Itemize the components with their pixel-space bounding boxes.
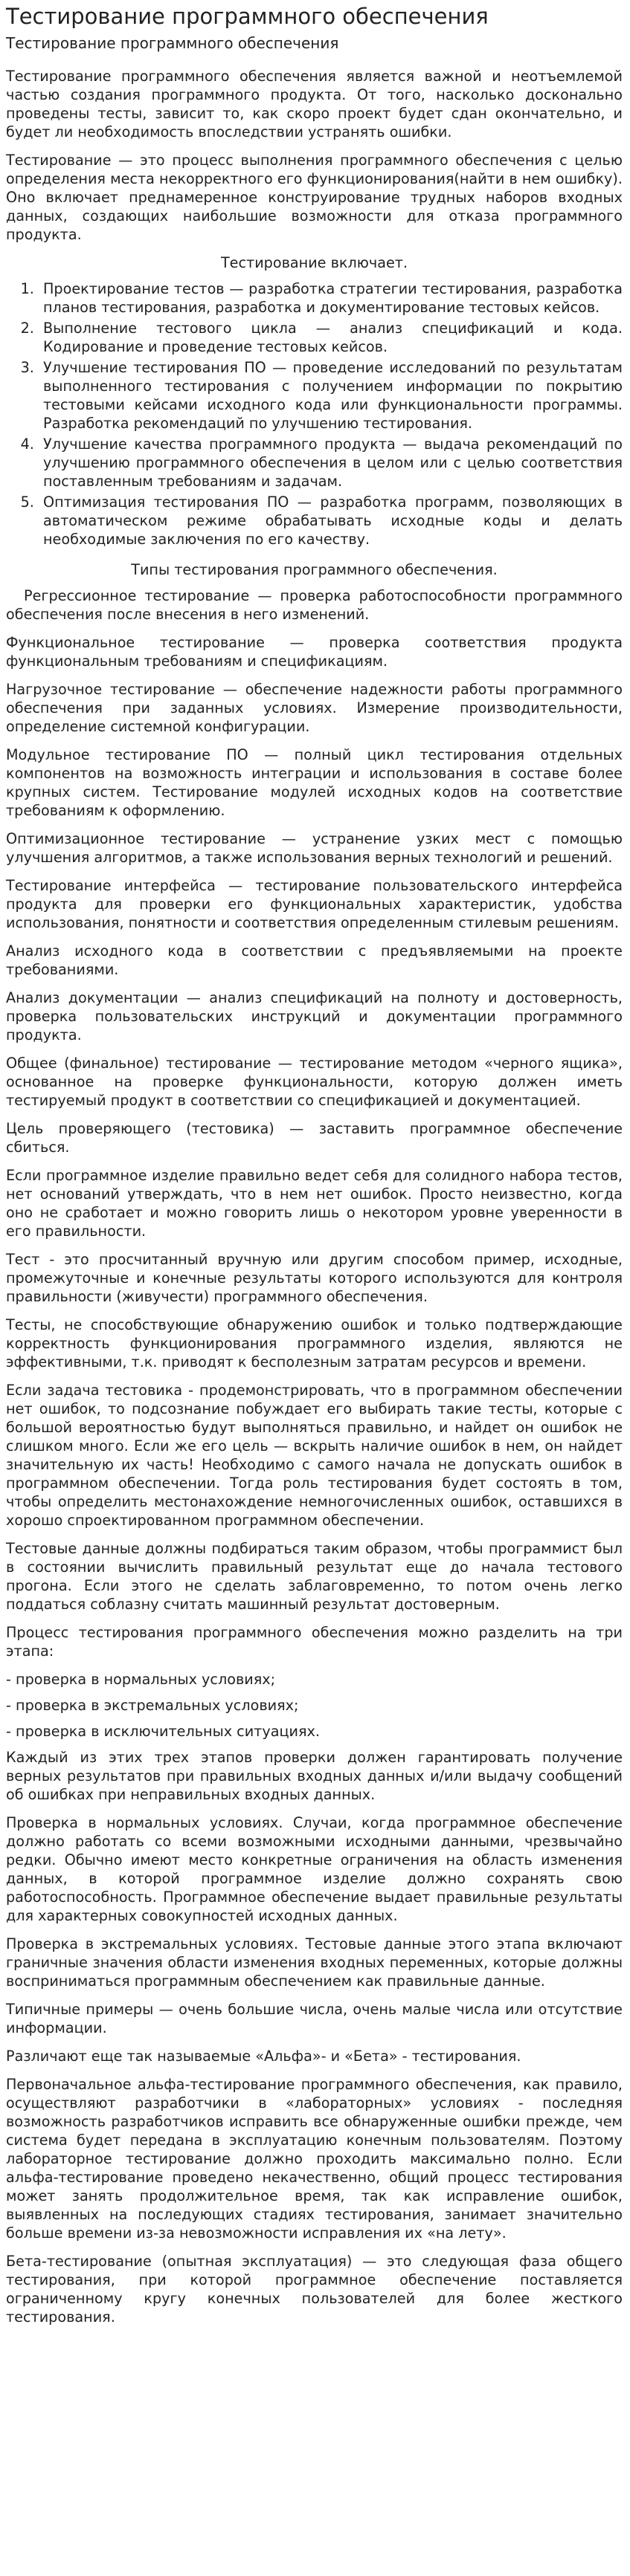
body-paragraph: Тестовые данные должны подбираться таким образом, чтобы программист был в состоянии вычислить правильный результат еще до начала тестового прогона. Если этого не сделать заблаговременно, то потом очень легко поддаться соблазну считать машинный результат достоверным.	[6, 1540, 623, 1613]
body-paragraph: Если программное изделие правильно ведет себя для солидного набора тестов, нет оснований утверждать, что в нем нет ошибок. Просто неизвестно, когда оно не сработает и можно говорить лишь о некотором уровне уверенности в его правильности.	[6, 1167, 623, 1240]
body-paragraph: Каждый из этих трех этапов проверки должен гарантировать получение верных результатов при правильных входных данных и/или выдачу сообщений об ошибках при неправильных входных данных.	[6, 1749, 623, 1803]
list-item: 1. Проектирование тестов — разработка стратегии тестирования, разработка планов тестирования, разработка и документирование тестовых кейсов.	[39, 279, 623, 317]
body-paragraph: Тестирование интерфейса — тестирование пользовательского интерфейса продукта для проверки его функциональных характеристик, удобства использования, понятности и соответствия определенным стилевым решениям.	[6, 877, 623, 931]
stage-item: - проверка в нормальных условиях;	[6, 1671, 276, 1688]
includes-list	[6, 279, 623, 548]
body-paragraph: Цель проверяющего (тестовика) — заставить программное обеспечение сбиться.	[6, 1120, 623, 1156]
body-paragraph: Анализ исходного кода в соответствии с предъявляемыми на проекте требованиями.	[6, 942, 623, 978]
body-paragraph: Проверка в экстремальных условиях. Тестовые данные этого этапа включают граничные значения области изменения входных переменных, которые должны восприниматься программным обеспечением как правильные данные.	[6, 1935, 623, 1990]
page-subtitle: Тестирование программного обеспечения	[6, 34, 339, 52]
body-paragraph: Типичные примеры — очень большие числа, очень малые числа или отсутствие информации.	[6, 2001, 623, 2036]
body-paragraph: Тест - это просчитанный вручную или другим способом пример, исходные, промежуточные и конечные результаты которого используются для контроля правильности (живучести) программного обеспечения.	[6, 1251, 623, 1305]
page-title: Тестирование программного обеспечения	[6, 4, 489, 29]
body-paragraph: Общее (финальное) тестирование — тестирование методом «черного ящика», основанное на проверке функциональности, которую должен иметь тестируемый продукт в соответствии со спецификацией и документацией.	[6, 1055, 623, 1109]
body-paragraph: Тесты, не способствующие обнаружению ошибок и только подтверждающие корректность функционирования программного изделия, являются не эффективными, т.к. приводят к бесполезным затратам ресурсов и времени.	[6, 1316, 623, 1370]
intro-paragraph: Тестирование программного обеспечения является важной и неотъемлемой частью создания программного продукта. От того, насколько досконально проведены тесты, зависит то, как скоро проект будет сдан окончательно, и будет ли необходимость впоследствии устранять ошибки.	[6, 68, 623, 140]
body-paragraph: Если задача тестовика - продемонстрировать, что в программном обеспечении нет ошибок, то подсознание побуждает его выбирать такие тесты, которые с большой вероятностью будут выполняться правильно, и найдет он ошибок не слишком много. Если же его цель — вскрыть наличие ошибок в нем, он найдет значительную их часть! Необходимо с самого начала не допускать ошибок в программном обеспечении. Тогда роль тестирования будет состоять в том, чтобы определить местонахождение немногочисленных ошибок, оставшихся в хорошо спроектированном программном обеспечении.	[6, 1382, 623, 1529]
stage-item: - проверка в исключительных ситуациях.	[6, 1723, 321, 1740]
body-paragraph: Процесс тестирования программного обеспечения можно разделить на три этапа:	[6, 1624, 623, 1660]
body-paragraph: Проверка в нормальных условиях. Случаи, когда программное обеспечение должно работать со всеми возможными исходными данными, чрезвычайно редки. Обычно имеют место конкретные ограничения на область изменения данных, в которой программное изделие должно сохранять свою работоспособность. Программное обеспечение выдает правильные результаты для характерных совокупностей исходных данных.	[6, 1814, 623, 1924]
body-paragraph: Функциональное тестирование — проверка соответствия продукта функциональным требованиям и спецификациям.	[6, 634, 623, 670]
body-paragraph: Регрессионное тестирование — проверка работоспособности программного обеспечения после внесения в него изменений.	[6, 587, 623, 623]
body-paragraph: Бета-тестирование (опытная эксплуатация) — это следующая фаза общего тестирования, при которой программное обеспечение поставляется ограниченному кругу конечных пользователей для более жесткого тестирования.	[6, 2253, 623, 2326]
list-item: 3. Улучшение тестирования ПО — проведение исследований по результатам выполненного тестирования с получением информации по покрытию тестовыми кейсами исходного кода или функциональности программы. Разработка рекомендаций по улучшению тестирования.	[39, 358, 623, 433]
body-paragraph: Различают еще так называемые «Альфа»- и «Бета» - тестирования.	[6, 2048, 521, 2065]
body-paragraph: Оптимизационное тестирование — устранение узких мест с помощью улучшения алгоритмов, а также использования верных технологий и решений.	[6, 830, 623, 866]
list-item: 5. Оптимизация тестирования ПО — разработка программ, позволяющих в автоматическом режиме обрабатывать исходные коды и делать необходимые заключения по его качеству.	[39, 493, 623, 548]
body-paragraph: Модульное тестирование ПО — полный цикл тестирования отдельных компонентов на возможность интеграции и использования в составе более крупных систем. Тестирование модулей исходных кодов на соответствие требованиям к оформлению.	[6, 746, 623, 819]
body-paragraph: Нагрузочное тестирование — обеспечение надежности работы программного обеспечения при заданных условиях. Измерение производительности, определение системной конфигурации.	[6, 681, 623, 735]
intro-paragraph: Тестирование — это процесс выполнения программного обеспечения с целью определения места некорректного его функционирования(найти в нем ошибку). Оно включает преднамеренное конструирование трудных наборов входных данных, создающих наибольшие возможности для отказа программного продукта.	[6, 152, 623, 243]
body-paragraph: Анализ документации — анализ спецификаций на полноту и достоверность, проверка пользовательских инструкций и документации программного продукта.	[6, 989, 623, 1043]
list-item: 2. Выполнение тестового цикла — анализ спецификаций и кода. Кодирование и проведение тестовых кейсов.	[39, 319, 623, 356]
body-paragraph: Первоначальное альфа-тестирование программного обеспечения, как правило, осуществляют разработчики в «лабораторных» условиях - последняя возможность разработчиков исправить все обнаруженные ошибки прежде, чем система будет передана в эксплуатацию конечным пользователям. Поэтому лабораторное тестирование должно проходить максимально полно. Если альфа-тестирование проведено некачественно, общий процесс тестирования может занять продолжительное время, так как исправление ошибок, выявленных на последующих стадиях тестирования, занимает значительно больше времени из-за невозможности исправления их «на лету».	[6, 2076, 623, 2242]
includes-heading: Тестирование включает.	[220, 254, 408, 271]
types-heading: Типы тестирования программного обеспечения.	[131, 561, 498, 578]
list-item: 4. Улучшение качества программного продукта — выдача рекомендаций по улучшению программного обеспечения в целом или с целью соответствия поставленным требованиям и задачам.	[39, 435, 623, 491]
stage-item: - проверка в экстремальных условиях;	[6, 1697, 299, 1714]
